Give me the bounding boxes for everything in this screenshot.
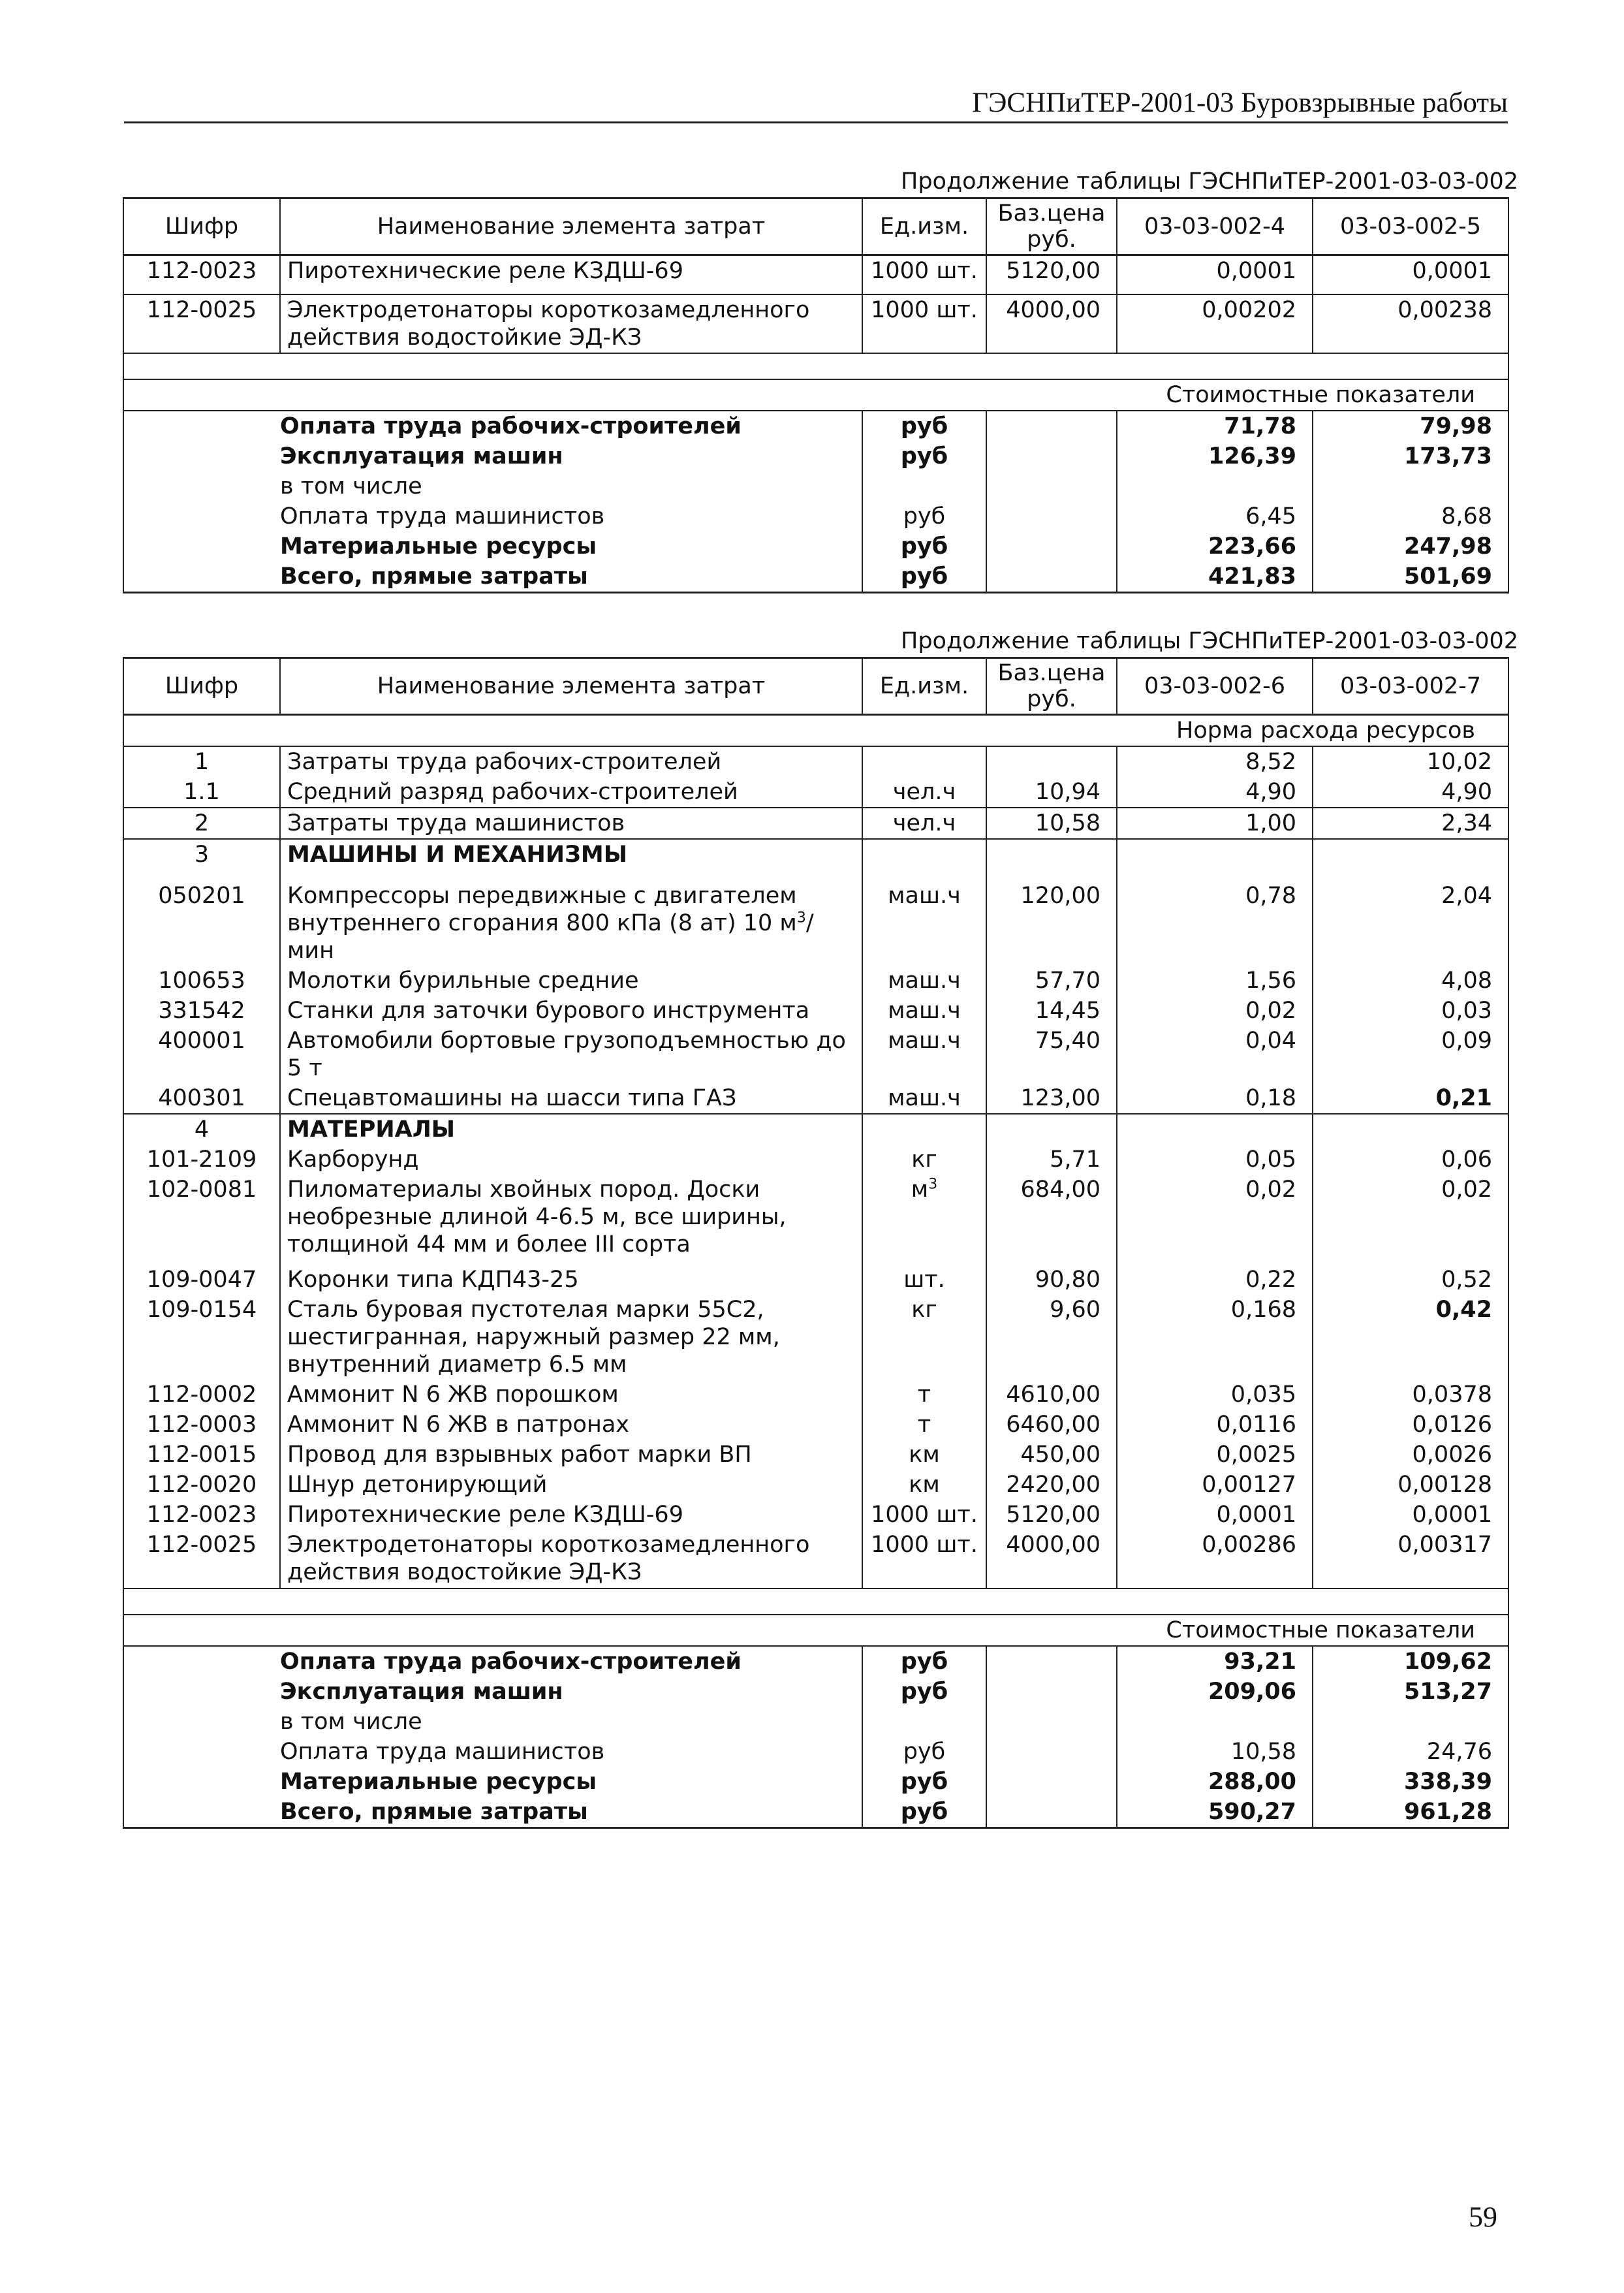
- unit-cell: чел.ч: [862, 808, 986, 839]
- summary-name: Оплата труда рабочих-строителей: [280, 411, 862, 441]
- summary-value: 338,39: [1313, 1767, 1508, 1797]
- summary-name: в том числе: [280, 471, 862, 501]
- price-cell: 4610,00: [986, 1380, 1117, 1410]
- summary-name: Всего, прямые затраты: [280, 1797, 862, 1828]
- value-cell: 0,0025: [1117, 1440, 1313, 1470]
- unit-cell: [862, 746, 986, 777]
- col-code-header: Шифр: [123, 198, 280, 255]
- code-cell: [123, 1797, 280, 1828]
- summary-name: в том числе: [280, 1707, 862, 1737]
- summary-value: 6,45: [1117, 501, 1313, 531]
- name-cell: Автомобили бортовые грузоподъемностью до 5 т: [280, 1026, 862, 1083]
- table-row: [123, 1410, 1508, 1440]
- name-cell: МАТЕРИАЛЫ: [280, 1114, 862, 1145]
- summary-row: [123, 1707, 1508, 1737]
- col-price-header: Баз.цена руб.: [986, 198, 1117, 255]
- code-cell: 400001: [123, 1026, 280, 1083]
- summary-row: [123, 531, 1508, 561]
- summary-unit: руб: [862, 501, 986, 531]
- unit-cell: маш.ч: [862, 996, 986, 1026]
- summary-value: 8,68: [1313, 501, 1508, 531]
- value-cell: 0,0126: [1313, 1410, 1508, 1440]
- unit-cell: 1000 шт.: [862, 294, 986, 353]
- value-cell: 0,42: [1313, 1295, 1508, 1380]
- value-cell: 0,0001: [1117, 1500, 1313, 1530]
- summary-value: 109,62: [1313, 1646, 1508, 1677]
- summary-name: Материальные ресурсы: [280, 531, 862, 561]
- price-cell: [986, 839, 1117, 881]
- summary-value: [1313, 1707, 1508, 1737]
- summary-value: 421,83: [1117, 561, 1313, 593]
- summary-unit: [862, 1707, 986, 1737]
- summary-price: [986, 1677, 1117, 1707]
- name-cell: Станки для заточки бурового инструмента: [280, 996, 862, 1026]
- name-cell: Карборунд: [280, 1145, 862, 1175]
- summary-row: [123, 1797, 1508, 1828]
- price-cell: 90,80: [986, 1265, 1117, 1295]
- unit-cell: маш.ч: [862, 1026, 986, 1083]
- value-cell: 0,00128: [1313, 1470, 1508, 1500]
- cost-indicators-row: [123, 379, 1508, 411]
- value-cell: 0,18: [1117, 1083, 1313, 1114]
- value-cell: 0,21: [1313, 1083, 1508, 1114]
- price-cell: 10,58: [986, 808, 1117, 839]
- value-cell: 2,04: [1313, 881, 1508, 966]
- summary-value: 93,21: [1117, 1646, 1313, 1677]
- code-cell: 2: [123, 808, 280, 839]
- code-cell: [123, 561, 280, 593]
- table-row: [123, 1026, 1508, 1083]
- value-cell: 0,00286: [1117, 1530, 1313, 1589]
- table-row: [123, 1265, 1508, 1295]
- code-cell: [123, 1767, 280, 1797]
- unit-cell: кг: [862, 1145, 986, 1175]
- price-cell: 10,94: [986, 777, 1117, 808]
- summary-row: [123, 501, 1508, 531]
- code-cell: 050201: [123, 881, 280, 966]
- value-cell: 8,52: [1117, 746, 1313, 777]
- table-row: [123, 1470, 1508, 1500]
- price-cell: 684,00: [986, 1175, 1117, 1265]
- table-row: [123, 777, 1508, 808]
- code-cell: 112-0023: [123, 1500, 280, 1530]
- code-cell: 112-0025: [123, 294, 280, 353]
- summary-unit: [862, 471, 986, 501]
- price-cell: 5120,00: [986, 1500, 1117, 1530]
- name-cell: Компрессоры передвижные с двигателем внутреннего сгорания 800 кПа (8 ат) 10 $м^3$/мин: [280, 881, 862, 966]
- value-cell: 0,05: [1117, 1145, 1313, 1175]
- summary-value: 126,39: [1117, 441, 1313, 471]
- summary-unit: руб: [862, 1677, 986, 1707]
- code-cell: 112-0003: [123, 1410, 280, 1440]
- summary-row: [123, 441, 1508, 471]
- summary-name: Материальные ресурсы: [280, 1767, 862, 1797]
- code-cell: 102-0081: [123, 1175, 280, 1265]
- value-cell: 0,168: [1117, 1295, 1313, 1380]
- price-cell: [986, 746, 1117, 777]
- name-cell: Аммонит N 6 ЖВ в патронах: [280, 1410, 862, 1440]
- norm-label: Норма расхода ресурсов: [123, 715, 1508, 747]
- value-cell: 0,02: [1117, 996, 1313, 1026]
- summary-price: [986, 411, 1117, 441]
- name-cell: Средний разряд рабочих-строителей: [280, 777, 862, 808]
- summary-value: 24,76: [1313, 1737, 1508, 1767]
- name-cell: Сталь буровая пустотелая марки 55С2, шестигранная, наружный размер 22 мм, внутренний диаметр 6.5 мм: [280, 1295, 862, 1380]
- summary-row: [123, 1737, 1508, 1767]
- name-cell: Затраты труда рабочих-строителей: [280, 746, 862, 777]
- table-row: [123, 1083, 1508, 1114]
- table-row: [123, 1500, 1508, 1530]
- summary-unit: руб: [862, 1737, 986, 1767]
- value-cell: 0,52: [1313, 1265, 1508, 1295]
- table-row: [123, 1380, 1508, 1410]
- table-row: [123, 1114, 1508, 1145]
- unit-cell: км: [862, 1470, 986, 1500]
- code-cell: 400301: [123, 1083, 280, 1114]
- price-cell: 4000,00: [986, 1530, 1117, 1589]
- code-cell: 1: [123, 746, 280, 777]
- value-cell: 0,04: [1117, 1026, 1313, 1083]
- unit-cell: 1000 шт.: [862, 1530, 986, 1589]
- summary-value: 513,27: [1313, 1677, 1508, 1707]
- table-row: [123, 1175, 1508, 1265]
- summary-price: [986, 441, 1117, 471]
- summary-price: [986, 1797, 1117, 1828]
- price-cell: 2420,00: [986, 1470, 1117, 1500]
- value-cell: [1117, 839, 1313, 881]
- price-cell: 6460,00: [986, 1410, 1117, 1440]
- summary-value: 247,98: [1313, 531, 1508, 561]
- header-row: [123, 658, 1508, 715]
- summary-unit: руб: [862, 441, 986, 471]
- code-cell: 100653: [123, 966, 280, 996]
- unit-cell: т: [862, 1410, 986, 1440]
- unit-cell: чел.ч: [862, 777, 986, 808]
- summary-unit: руб: [862, 531, 986, 561]
- summary-value: 223,66: [1117, 531, 1313, 561]
- summary-name: Оплата труда машинистов: [280, 501, 862, 531]
- value-cell: [1313, 839, 1508, 881]
- value-cell: 0,0001: [1117, 255, 1313, 294]
- summary-value: 79,98: [1313, 411, 1508, 441]
- summary-row: [123, 1646, 1508, 1677]
- table2: [123, 657, 1509, 1829]
- header-row: [123, 198, 1508, 255]
- code-cell: 3: [123, 839, 280, 881]
- price-cell: 14,45: [986, 996, 1117, 1026]
- table-row: [123, 808, 1508, 839]
- table-row: [123, 1295, 1508, 1380]
- col-v2-header: 03-03-002-7: [1313, 658, 1508, 715]
- cost-indicators-label: Стоимостные показатели: [123, 1615, 1508, 1646]
- table-row: [123, 1145, 1508, 1175]
- price-cell: 75,40: [986, 1026, 1117, 1083]
- col-code-header: Шифр: [123, 658, 280, 715]
- table1-caption: Продолжение таблицы ГЭСНПиТЕР-2001-03-03-002: [901, 168, 1519, 195]
- summary-value: 209,06: [1117, 1677, 1313, 1707]
- summary-row: [123, 411, 1508, 441]
- table-row: [123, 881, 1508, 966]
- table-row: [123, 294, 1508, 353]
- summary-value: [1117, 1707, 1313, 1737]
- page-number: 59: [1469, 2201, 1497, 2233]
- name-cell: Молотки бурильные средние: [280, 966, 862, 996]
- table1: [123, 197, 1509, 593]
- price-cell: 450,00: [986, 1440, 1117, 1470]
- code-cell: 112-0020: [123, 1470, 280, 1500]
- running-title: ГЭСНПиТЕР-2001-03 Буровзрывные работы: [972, 87, 1508, 118]
- summary-value: 10,58: [1117, 1737, 1313, 1767]
- value-cell: 0,0116: [1117, 1410, 1313, 1440]
- value-cell: 0,00317: [1313, 1530, 1508, 1589]
- summary-unit: руб: [862, 1646, 986, 1677]
- value-cell: [1313, 1114, 1508, 1145]
- price-cell: 123,00: [986, 1083, 1117, 1114]
- name-cell: Электродетонаторы короткозамедленного действия водостойкие ЭД-КЗ: [280, 294, 862, 353]
- code-cell: 331542: [123, 996, 280, 1026]
- code-cell: 112-0015: [123, 1440, 280, 1470]
- name-cell: Шнур детонирующий: [280, 1470, 862, 1500]
- price-cell: 4000,00: [986, 294, 1117, 353]
- code-cell: [123, 411, 280, 441]
- code-cell: 112-0025: [123, 1530, 280, 1589]
- col-name-header: Наименование элемента затрат: [280, 198, 862, 255]
- value-cell: 0,03: [1313, 996, 1508, 1026]
- table-row: [123, 996, 1508, 1026]
- name-cell: Затраты труда машинистов: [280, 808, 862, 839]
- summary-name: Оплата труда машинистов: [280, 1737, 862, 1767]
- name-cell: Коронки типа КДП43-25: [280, 1265, 862, 1295]
- value-cell: 1,00: [1117, 808, 1313, 839]
- table-row: [123, 839, 1508, 881]
- code-cell: 109-0154: [123, 1295, 280, 1380]
- unit-cell: км: [862, 1440, 986, 1470]
- code-cell: [123, 1707, 280, 1737]
- code-cell: [123, 1677, 280, 1707]
- summary-price: [986, 471, 1117, 501]
- value-cell: 0,22: [1117, 1265, 1313, 1295]
- value-cell: 4,90: [1117, 777, 1313, 808]
- unit-cell: 1000 шт.: [862, 255, 986, 294]
- summary-value: 71,78: [1117, 411, 1313, 441]
- table2-caption: Продолжение таблицы ГЭСНПиТЕР-2001-03-03-002: [901, 628, 1519, 654]
- norm-label-row: [123, 715, 1508, 747]
- value-cell: 0,02: [1117, 1175, 1313, 1265]
- unit-cell: т: [862, 1380, 986, 1410]
- table-row: [123, 746, 1508, 777]
- running-header: [124, 82, 1508, 123]
- unit-cell: шт.: [862, 1265, 986, 1295]
- col-price-header: Баз.цена руб.: [986, 658, 1117, 715]
- summary-price: [986, 561, 1117, 593]
- value-cell: 0,09: [1313, 1026, 1508, 1083]
- summary-value: [1117, 471, 1313, 501]
- value-cell: 4,08: [1313, 966, 1508, 996]
- name-cell: Аммонит N 6 ЖВ порошком: [280, 1380, 862, 1410]
- col-v2-header: 03-03-002-5: [1313, 198, 1508, 255]
- value-cell: 0,78: [1117, 881, 1313, 966]
- name-cell: МАШИНЫ И МЕХАНИЗМЫ: [280, 839, 862, 881]
- name-cell: Пиротехнические реле КЗДШ-69: [280, 1500, 862, 1530]
- value-cell: 0,00127: [1117, 1470, 1313, 1500]
- summary-row: [123, 1677, 1508, 1707]
- summary-name: Оплата труда рабочих-строителей: [280, 1646, 862, 1677]
- value-cell: 0,00202: [1117, 294, 1313, 353]
- value-cell: 4,90: [1313, 777, 1508, 808]
- spacer-cell: [123, 353, 1508, 379]
- summary-name: Эксплуатация машин: [280, 441, 862, 471]
- col-unit-header: Ед.изм.: [862, 658, 986, 715]
- name-cell: Электродетонаторы короткозамедленного действия водостойкие ЭД-КЗ: [280, 1530, 862, 1589]
- price-cell: 5120,00: [986, 255, 1117, 294]
- value-cell: 0,06: [1313, 1145, 1508, 1175]
- code-cell: [123, 501, 280, 531]
- code-cell: 101-2109: [123, 1145, 280, 1175]
- unit-cell: маш.ч: [862, 1083, 986, 1114]
- summary-price: [986, 1707, 1117, 1737]
- unit-cell: 1000 шт.: [862, 1500, 986, 1530]
- table-row: [123, 1530, 1508, 1589]
- value-cell: 0,02: [1313, 1175, 1508, 1265]
- summary-name: Эксплуатация машин: [280, 1677, 862, 1707]
- summary-row: [123, 1767, 1508, 1797]
- summary-price: [986, 1767, 1117, 1797]
- value-cell: 0,0378: [1313, 1380, 1508, 1410]
- summary-row: [123, 561, 1508, 593]
- name-cell: Пиломатериалы хвойных пород. Доски необрезные длиной 4-6.5 м, все ширины, толщиной 44 мм и более III сорта: [280, 1175, 862, 1265]
- unit-cell: маш.ч: [862, 966, 986, 996]
- value-cell: 0,00238: [1313, 294, 1508, 353]
- unit-cell: маш.ч: [862, 881, 986, 966]
- summary-row: [123, 471, 1508, 501]
- unit-cell: [862, 839, 986, 881]
- code-cell: 1.1: [123, 777, 280, 808]
- spacer-cell: [123, 1589, 1508, 1615]
- code-cell: 112-0002: [123, 1380, 280, 1410]
- table-row: [123, 1440, 1508, 1470]
- value-cell: 0,0001: [1313, 255, 1508, 294]
- cost-indicators-label: Стоимостные показатели: [123, 379, 1508, 411]
- col-v1-header: 03-03-002-4: [1117, 198, 1313, 255]
- value-cell: 2,34: [1313, 808, 1508, 839]
- summary-value: 590,27: [1117, 1797, 1313, 1828]
- code-cell: [123, 531, 280, 561]
- col-unit-header: Ед.изм.: [862, 198, 986, 255]
- value-cell: [1117, 1114, 1313, 1145]
- spacer-row: [123, 353, 1508, 379]
- summary-unit: руб: [862, 411, 986, 441]
- value-cell: 0,035: [1117, 1380, 1313, 1410]
- name-cell: Спецавтомашины на шасси типа ГАЗ: [280, 1083, 862, 1114]
- summary-unit: руб: [862, 561, 986, 593]
- price-cell: 57,70: [986, 966, 1117, 996]
- summary-value: [1313, 471, 1508, 501]
- value-cell: 0,0001: [1313, 1500, 1508, 1530]
- summary-value: 961,28: [1313, 1797, 1508, 1828]
- unit-cell: [862, 1114, 986, 1145]
- code-cell: 109-0047: [123, 1265, 280, 1295]
- value-cell: 10,02: [1313, 746, 1508, 777]
- code-cell: 112-0023: [123, 255, 280, 294]
- code-cell: 4: [123, 1114, 280, 1145]
- summary-price: [986, 1646, 1117, 1677]
- unit-cell: $м^3$: [862, 1175, 986, 1265]
- price-cell: 5,71: [986, 1145, 1117, 1175]
- price-cell: 120,00: [986, 881, 1117, 966]
- table-row: [123, 255, 1508, 294]
- table-row: [123, 966, 1508, 996]
- name-cell: Провод для взрывных работ марки ВП: [280, 1440, 862, 1470]
- summary-unit: руб: [862, 1797, 986, 1828]
- col-v1-header: 03-03-002-6: [1117, 658, 1313, 715]
- code-cell: [123, 441, 280, 471]
- summary-price: [986, 501, 1117, 531]
- spacer-row: [123, 1589, 1508, 1615]
- code-cell: [123, 1646, 280, 1677]
- col-name-header: Наименование элемента затрат: [280, 658, 862, 715]
- code-cell: [123, 1737, 280, 1767]
- price-cell: [986, 1114, 1117, 1145]
- summary-unit: руб: [862, 1767, 986, 1797]
- summary-value: 501,69: [1313, 561, 1508, 593]
- price-cell: 9,60: [986, 1295, 1117, 1380]
- summary-name: Всего, прямые затраты: [280, 561, 862, 593]
- summary-price: [986, 1737, 1117, 1767]
- cost-indicators-row: [123, 1615, 1508, 1646]
- unit-cell: кг: [862, 1295, 986, 1380]
- code-cell: [123, 471, 280, 501]
- value-cell: 1,56: [1117, 966, 1313, 996]
- name-cell: Пиротехнические реле КЗДШ-69: [280, 255, 862, 294]
- summary-value: 288,00: [1117, 1767, 1313, 1797]
- summary-value: 173,73: [1313, 441, 1508, 471]
- summary-price: [986, 531, 1117, 561]
- value-cell: 0,0026: [1313, 1440, 1508, 1470]
